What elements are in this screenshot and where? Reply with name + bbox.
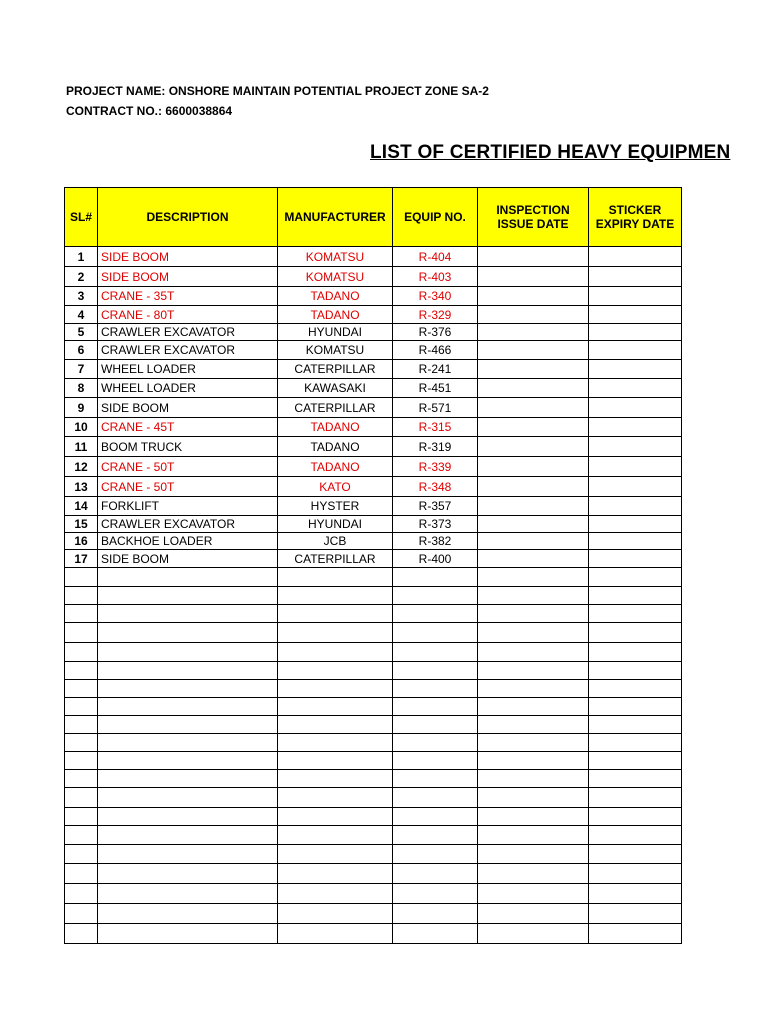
empty-cell — [98, 734, 278, 752]
empty-cell — [98, 924, 278, 944]
empty-cell — [393, 680, 478, 698]
sl-cell: 12 — [65, 457, 98, 477]
empty-cell — [65, 605, 98, 623]
empty-cell — [393, 770, 478, 788]
description-cell: CRANE - 80T — [98, 306, 278, 324]
empty-cell — [278, 643, 393, 662]
equip-no-cell: R-382 — [393, 533, 478, 550]
expiry-date-cell — [589, 247, 682, 267]
empty-cell — [478, 788, 589, 808]
empty-cell — [589, 698, 682, 716]
table-row — [65, 324, 682, 341]
empty-cell — [278, 904, 393, 924]
empty-cell — [478, 623, 589, 643]
empty-cell — [65, 770, 98, 788]
equip-no-cell: R-315 — [393, 418, 478, 437]
empty-cell — [65, 662, 98, 680]
empty-cell — [589, 623, 682, 643]
empty-cell — [589, 788, 682, 808]
empty-table-row — [65, 808, 682, 826]
equip-no-cell: R-339 — [393, 457, 478, 477]
contract-number-value: 6600038864 — [165, 104, 233, 118]
manufacturer-cell: TADANO — [278, 306, 393, 324]
sl-cell: 17 — [65, 550, 98, 568]
table-row — [65, 247, 682, 267]
empty-cell — [393, 605, 478, 623]
manufacturer-cell: CATERPILLAR — [278, 398, 393, 418]
expiry-date-cell — [589, 360, 682, 379]
empty-table-row — [65, 643, 682, 662]
manufacturer-cell: KATO — [278, 477, 393, 497]
column-header-sticker-expiry-date: STICKER EXPIRY DATE — [589, 188, 682, 247]
description-cell: SIDE BOOM — [98, 267, 278, 287]
description-cell: CRANE - 45T — [98, 418, 278, 437]
sl-cell: 9 — [65, 398, 98, 418]
manufacturer-cell: JCB — [278, 533, 393, 550]
inspection-date-cell — [478, 287, 589, 306]
expiry-date-cell — [589, 550, 682, 568]
inspection-date-cell — [478, 437, 589, 457]
empty-cell — [278, 826, 393, 845]
table-row — [65, 418, 682, 437]
manufacturer-cell: KOMATSU — [278, 341, 393, 360]
expiry-date-cell — [589, 287, 682, 306]
empty-cell — [98, 662, 278, 680]
empty-cell — [278, 788, 393, 808]
empty-cell — [478, 568, 589, 587]
manufacturer-cell: HYSTER — [278, 497, 393, 516]
manufacturer-cell: CATERPILLAR — [278, 360, 393, 379]
empty-cell — [589, 864, 682, 884]
table-row — [65, 533, 682, 550]
inspection-date-cell — [478, 550, 589, 568]
empty-table-row — [65, 734, 682, 752]
equip-no-cell: R-376 — [393, 324, 478, 341]
sl-cell: 13 — [65, 477, 98, 497]
empty-cell — [278, 770, 393, 788]
empty-table-row — [65, 884, 682, 904]
expiry-date-cell — [589, 477, 682, 497]
empty-cell — [65, 788, 98, 808]
empty-cell — [65, 568, 98, 587]
equip-no-cell: R-403 — [393, 267, 478, 287]
table-row — [65, 437, 682, 457]
empty-cell — [393, 587, 478, 605]
empty-cell — [278, 734, 393, 752]
empty-cell — [65, 904, 98, 924]
inspection-date-cell — [478, 477, 589, 497]
sl-cell: 4 — [65, 306, 98, 324]
sl-cell: 11 — [65, 437, 98, 457]
column-header-equip-no: EQUIP NO. — [393, 188, 478, 247]
empty-cell — [65, 716, 98, 734]
empty-table-row — [65, 904, 682, 924]
empty-cell — [589, 808, 682, 826]
expiry-date-cell — [589, 533, 682, 550]
empty-cell — [478, 826, 589, 845]
empty-table-row — [65, 605, 682, 623]
empty-table-row — [65, 788, 682, 808]
empty-cell — [278, 884, 393, 904]
empty-table-row — [65, 623, 682, 643]
empty-cell — [65, 924, 98, 944]
contract-number-label: CONTRACT NO.: — [66, 104, 162, 118]
empty-cell — [478, 680, 589, 698]
empty-cell — [65, 864, 98, 884]
empty-cell — [98, 770, 278, 788]
empty-cell — [589, 716, 682, 734]
empty-cell — [278, 623, 393, 643]
column-header-description: DESCRIPTION — [98, 188, 278, 247]
empty-cell — [478, 698, 589, 716]
empty-cell — [278, 605, 393, 623]
empty-cell — [393, 716, 478, 734]
description-cell: SIDE BOOM — [98, 398, 278, 418]
empty-cell — [65, 680, 98, 698]
sl-cell: 15 — [65, 516, 98, 533]
empty-cell — [393, 884, 478, 904]
description-cell: BOOM TRUCK — [98, 437, 278, 457]
manufacturer-cell: HYUNDAI — [278, 324, 393, 341]
empty-cell — [98, 716, 278, 734]
expiry-date-cell — [589, 516, 682, 533]
expiry-date-cell — [589, 457, 682, 477]
empty-cell — [393, 752, 478, 770]
table-body — [65, 247, 682, 944]
inspection-date-cell — [478, 418, 589, 437]
empty-cell — [278, 568, 393, 587]
expiry-date-cell — [589, 497, 682, 516]
expiry-date-cell — [589, 398, 682, 418]
table-row — [65, 287, 682, 306]
empty-cell — [65, 734, 98, 752]
column-header-inspection-issue-date: INSPECTION ISSUE DATE — [478, 188, 589, 247]
empty-cell — [589, 587, 682, 605]
empty-cell — [98, 698, 278, 716]
empty-cell — [478, 864, 589, 884]
empty-cell — [478, 662, 589, 680]
empty-cell — [98, 752, 278, 770]
empty-cell — [589, 826, 682, 845]
empty-cell — [98, 568, 278, 587]
empty-cell — [393, 623, 478, 643]
empty-table-row — [65, 845, 682, 864]
empty-table-row — [65, 752, 682, 770]
empty-cell — [393, 643, 478, 662]
empty-table-row — [65, 587, 682, 605]
empty-cell — [478, 808, 589, 826]
equip-no-cell: R-373 — [393, 516, 478, 533]
empty-cell — [98, 680, 278, 698]
equip-no-cell: R-241 — [393, 360, 478, 379]
description-cell: SIDE BOOM — [98, 247, 278, 267]
empty-cell — [65, 623, 98, 643]
equip-no-cell: R-319 — [393, 437, 478, 457]
empty-cell — [98, 643, 278, 662]
empty-cell — [589, 605, 682, 623]
inspection-date-cell — [478, 398, 589, 418]
manufacturer-cell: TADANO — [278, 457, 393, 477]
empty-cell — [589, 568, 682, 587]
manufacturer-cell: KOMATSU — [278, 267, 393, 287]
empty-table-row — [65, 924, 682, 944]
empty-cell — [589, 643, 682, 662]
empty-cell — [393, 662, 478, 680]
inspection-date-cell — [478, 533, 589, 550]
empty-cell — [98, 808, 278, 826]
expiry-date-cell — [589, 324, 682, 341]
table-row — [65, 341, 682, 360]
manufacturer-cell: KAWASAKI — [278, 379, 393, 398]
sl-cell: 8 — [65, 379, 98, 398]
empty-cell — [278, 662, 393, 680]
empty-cell — [65, 808, 98, 826]
empty-cell — [478, 845, 589, 864]
empty-cell — [478, 904, 589, 924]
empty-cell — [98, 623, 278, 643]
empty-cell — [65, 587, 98, 605]
empty-cell — [65, 752, 98, 770]
empty-cell — [98, 605, 278, 623]
empty-cell — [478, 605, 589, 623]
empty-cell — [278, 845, 393, 864]
table-row — [65, 306, 682, 324]
table-row — [65, 379, 682, 398]
table-header-row — [65, 188, 682, 247]
empty-cell — [278, 752, 393, 770]
sl-cell: 1 — [65, 247, 98, 267]
table-row — [65, 497, 682, 516]
empty-cell — [589, 770, 682, 788]
description-cell: SIDE BOOM — [98, 550, 278, 568]
table-row — [65, 550, 682, 568]
empty-table-row — [65, 716, 682, 734]
empty-cell — [65, 884, 98, 904]
empty-cell — [393, 904, 478, 924]
sl-cell: 16 — [65, 533, 98, 550]
empty-cell — [65, 826, 98, 845]
inspection-date-cell — [478, 516, 589, 533]
empty-cell — [589, 680, 682, 698]
empty-cell — [98, 788, 278, 808]
empty-cell — [589, 904, 682, 924]
empty-table-row — [65, 864, 682, 884]
project-name-value: ONSHORE MAINTAIN POTENTIAL PROJECT ZONE SA-2 — [168, 84, 489, 98]
equip-no-cell: R-571 — [393, 398, 478, 418]
empty-table-row — [65, 698, 682, 716]
manufacturer-cell: KOMATSU — [278, 247, 393, 267]
inspection-date-cell — [478, 306, 589, 324]
inspection-date-cell — [478, 247, 589, 267]
equip-no-cell: R-404 — [393, 247, 478, 267]
empty-table-row — [65, 680, 682, 698]
empty-cell — [478, 752, 589, 770]
empty-cell — [98, 884, 278, 904]
sl-cell: 3 — [65, 287, 98, 306]
empty-cell — [478, 587, 589, 605]
equip-no-cell: R-340 — [393, 287, 478, 306]
table-row — [65, 477, 682, 497]
empty-cell — [393, 845, 478, 864]
inspection-date-cell — [478, 267, 589, 287]
empty-cell — [98, 864, 278, 884]
inspection-date-cell — [478, 360, 589, 379]
empty-cell — [278, 924, 393, 944]
expiry-date-cell — [589, 267, 682, 287]
description-cell: CRAWLER EXCAVATOR — [98, 324, 278, 341]
table-row — [65, 267, 682, 287]
manufacturer-cell: CATERPILLAR — [278, 550, 393, 568]
equip-no-cell: R-466 — [393, 341, 478, 360]
empty-table-row — [65, 770, 682, 788]
empty-table-row — [65, 568, 682, 587]
project-name-line — [66, 84, 489, 98]
contract-number-line — [66, 104, 232, 118]
empty-cell — [393, 788, 478, 808]
expiry-date-cell — [589, 437, 682, 457]
equip-no-cell: R-348 — [393, 477, 478, 497]
empty-cell — [65, 643, 98, 662]
empty-cell — [65, 845, 98, 864]
empty-cell — [393, 864, 478, 884]
sl-cell: 14 — [65, 497, 98, 516]
project-name-label: PROJECT NAME: — [66, 84, 166, 98]
empty-cell — [393, 808, 478, 826]
inspection-date-cell — [478, 379, 589, 398]
inspection-date-cell — [478, 497, 589, 516]
empty-cell — [278, 680, 393, 698]
sl-cell: 7 — [65, 360, 98, 379]
description-cell: CRANE - 35T — [98, 287, 278, 306]
empty-cell — [478, 716, 589, 734]
empty-cell — [478, 643, 589, 662]
document-title: LIST OF CERTIFIED HEAVY EQUIPMEN — [370, 142, 731, 163]
empty-cell — [393, 734, 478, 752]
equip-no-cell: R-451 — [393, 379, 478, 398]
column-header-manufacturer: MANUFACTURER — [278, 188, 393, 247]
equip-no-cell: R-329 — [393, 306, 478, 324]
manufacturer-cell: TADANO — [278, 418, 393, 437]
empty-table-row — [65, 826, 682, 845]
empty-cell — [478, 734, 589, 752]
inspection-date-cell — [478, 324, 589, 341]
empty-cell — [589, 924, 682, 944]
empty-cell — [478, 884, 589, 904]
description-cell: WHEEL LOADER — [98, 360, 278, 379]
empty-cell — [98, 845, 278, 864]
empty-cell — [278, 808, 393, 826]
column-header-sl: SL# — [65, 188, 98, 247]
expiry-date-cell — [589, 306, 682, 324]
manufacturer-cell: HYUNDAI — [278, 516, 393, 533]
table-row — [65, 398, 682, 418]
empty-cell — [98, 587, 278, 605]
table-row — [65, 360, 682, 379]
empty-cell — [98, 826, 278, 845]
equipment-table — [64, 187, 682, 944]
empty-cell — [393, 924, 478, 944]
empty-cell — [589, 845, 682, 864]
table-row — [65, 457, 682, 477]
empty-cell — [278, 716, 393, 734]
empty-cell — [589, 734, 682, 752]
empty-cell — [393, 568, 478, 587]
empty-cell — [98, 904, 278, 924]
empty-cell — [278, 587, 393, 605]
empty-cell — [589, 884, 682, 904]
description-cell: CRANE - 50T — [98, 477, 278, 497]
table-row — [65, 516, 682, 533]
empty-cell — [393, 698, 478, 716]
sl-cell: 2 — [65, 267, 98, 287]
description-cell: BACKHOE LOADER — [98, 533, 278, 550]
inspection-date-cell — [478, 341, 589, 360]
empty-cell — [478, 924, 589, 944]
expiry-date-cell — [589, 418, 682, 437]
description-cell: CRAWLER EXCAVATOR — [98, 516, 278, 533]
description-cell: WHEEL LOADER — [98, 379, 278, 398]
empty-cell — [589, 752, 682, 770]
sl-cell: 5 — [65, 324, 98, 341]
equip-no-cell: R-400 — [393, 550, 478, 568]
expiry-date-cell — [589, 341, 682, 360]
expiry-date-cell — [589, 379, 682, 398]
empty-cell — [278, 698, 393, 716]
inspection-date-cell — [478, 457, 589, 477]
empty-cell — [589, 662, 682, 680]
description-cell: CRAWLER EXCAVATOR — [98, 341, 278, 360]
sl-cell: 10 — [65, 418, 98, 437]
empty-cell — [278, 864, 393, 884]
empty-table-row — [65, 662, 682, 680]
manufacturer-cell: TADANO — [278, 437, 393, 457]
sl-cell: 6 — [65, 341, 98, 360]
empty-cell — [65, 698, 98, 716]
description-cell: CRANE - 50T — [98, 457, 278, 477]
empty-cell — [393, 826, 478, 845]
description-cell: FORKLIFT — [98, 497, 278, 516]
manufacturer-cell: TADANO — [278, 287, 393, 306]
empty-cell — [478, 770, 589, 788]
equip-no-cell: R-357 — [393, 497, 478, 516]
